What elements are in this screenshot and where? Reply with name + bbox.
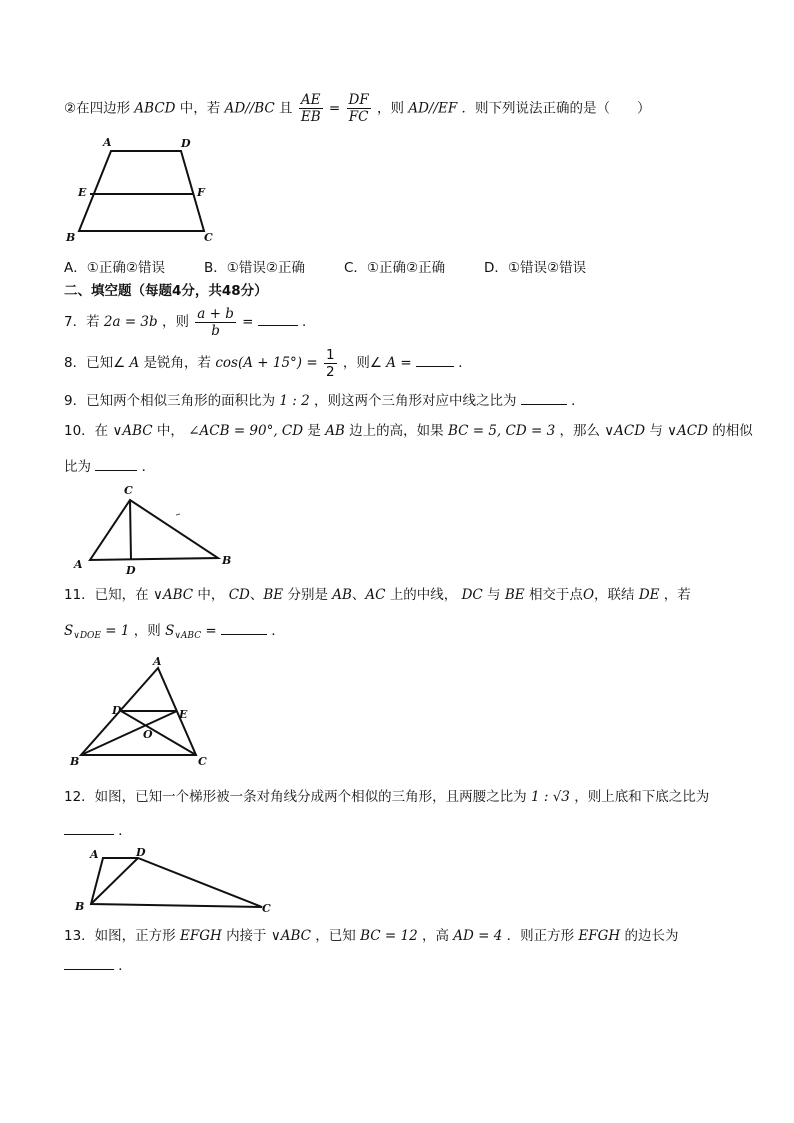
q8 (64, 346, 472, 380)
q10-triangle: ∨ACD (604, 423, 646, 439)
q8-text: 是锐角，若 (143, 355, 212, 371)
q12-text: ，则上底和下底之比为 (574, 789, 710, 805)
q12-text: 12．如图，已知一个梯形被一条对角线分成两个相似的三角形，且两腰之比为 (64, 789, 527, 805)
q7-answer-blank[interactable] (258, 311, 298, 326)
choice-a: A．①正确②错误 (64, 260, 165, 276)
q13-square: EFGH (578, 928, 621, 944)
q10-text: ． (141, 459, 156, 475)
choice-c: C．①正确②正确 (344, 260, 446, 276)
q11-text: ，若 (663, 587, 691, 603)
equals: = (400, 355, 412, 371)
q10-side: AB (325, 423, 345, 439)
frac-num: DF (348, 92, 369, 108)
q13-line2 (64, 955, 132, 976)
q10-line2 (64, 456, 155, 477)
q11-text: ，联结 (594, 587, 635, 603)
q7 (64, 305, 316, 339)
q12-line1 (64, 787, 709, 807)
q13-text: ． (118, 958, 132, 974)
equals: = (328, 100, 341, 117)
label-c: C (198, 755, 207, 768)
frac-den: b (211, 322, 220, 339)
q13-text: 13．如图，正方形 (64, 928, 176, 944)
q13-ad: AD = 4 (453, 928, 503, 944)
q10-text: 比为 (64, 459, 91, 475)
q8-fraction (324, 347, 337, 380)
q6-parallel: AD//EF (408, 100, 458, 117)
q10-values: BC = 5, CD = 3 (447, 423, 556, 439)
q11-seg: AB (332, 587, 352, 603)
q11-area-sub: ∨ABC (174, 631, 202, 641)
q11-sep: 、 (249, 587, 264, 603)
q11-text: 中， (197, 587, 225, 603)
q11-area-val: = 1 (101, 623, 130, 639)
label-a: A (103, 136, 112, 149)
q6-text: ②在四边形 (64, 100, 131, 117)
label-b: B (222, 554, 232, 567)
q10-text: 是 (307, 423, 321, 439)
label-b: B (75, 900, 85, 913)
equals: = (201, 623, 217, 639)
q10-text: ，那么 (559, 423, 600, 439)
q11-line1 (64, 585, 691, 605)
label-c: C (124, 484, 133, 497)
q11-seg: BE (504, 587, 525, 603)
q7-condition: 2a = 3b (103, 314, 158, 330)
q9-ratio: 1 : 2 (279, 393, 310, 409)
q10-text: 的相似 (712, 423, 753, 439)
q13-bc: BC = 12 (360, 928, 418, 944)
q13-square: EFGH (179, 928, 222, 944)
label-a: A (90, 848, 99, 861)
q11-sep: 、 (351, 587, 366, 603)
q11-line2 (64, 620, 285, 646)
q9-text: 9．已知两个相似三角形的面积比为 (64, 393, 276, 409)
equals: = (242, 314, 254, 330)
q6-text: 中，若 (179, 100, 221, 117)
q11-seg: BE (263, 587, 284, 603)
q10-answer-blank[interactable] (95, 456, 137, 471)
label-c: C (204, 231, 213, 244)
q13-line1 (64, 926, 679, 946)
trapezoid-figure (64, 134, 224, 246)
q6-fraction-ae-eb (299, 92, 323, 125)
q11-text: ，则 (133, 623, 161, 639)
q11-seg: DC (461, 587, 483, 603)
label-d: D (112, 704, 122, 717)
q13-text: ，已知 (315, 928, 356, 944)
q7-fraction (195, 306, 236, 339)
q13-text: 的边长为 (624, 928, 679, 944)
q11-text: ． (271, 623, 285, 639)
choice-b: B．①错误②正确 (204, 260, 305, 276)
label-e: E (78, 186, 87, 199)
label-o: O (143, 728, 153, 741)
q8-expr: cos(A + 15°) = (215, 355, 318, 371)
q8-angle: A (129, 355, 140, 371)
label-a: A (153, 655, 162, 668)
q11-triangle: ∨ABC (152, 587, 194, 603)
q13-triangle: ∨ABC (270, 928, 311, 944)
label-b: B (66, 231, 76, 244)
q7-text: ，则 (161, 314, 189, 330)
q9-text: ． (571, 393, 585, 409)
q8-text: ，则∠ (342, 355, 382, 371)
q6-text: ，则 (377, 100, 405, 117)
frac-den: FC (348, 109, 369, 125)
q9-text: ，则这两个三角形对应中线之比为 (314, 393, 517, 409)
q11-text: 相交于点 (528, 587, 583, 603)
q13-answer-blank[interactable] (64, 955, 114, 970)
q11-area: S (165, 623, 175, 639)
q11-point: O (582, 587, 595, 603)
q11-text: 上的中线， (389, 587, 458, 603)
q6-quad: ABCD (134, 100, 176, 117)
frac-num: a + b (197, 305, 234, 322)
q12-figure (72, 840, 282, 915)
q6-text: ．则下列说法正确的是（ ） (461, 100, 651, 117)
q8-answer-blank[interactable] (416, 352, 454, 367)
q10-text: 边上的高，如果 (349, 423, 444, 439)
q10-text: 10．在 (64, 423, 109, 439)
q11-area: S (64, 623, 74, 639)
q8-text: ． (458, 355, 472, 371)
q6-item2 (64, 92, 651, 125)
q11-text: 与 (487, 587, 501, 603)
q12-line2 (64, 820, 132, 841)
label-b: B (70, 755, 80, 768)
frac-num: 1 (325, 346, 335, 363)
q10-triangle: ∨ACD (667, 423, 708, 439)
q11-seg: CD (228, 587, 250, 603)
q7-text: 7．若 (64, 314, 100, 330)
label-d: D (126, 564, 136, 577)
q11-text: 11．已知，在 (64, 587, 149, 603)
q12-text: ． (118, 823, 132, 839)
q7-text: ． (302, 314, 316, 330)
q6-parallel: AD//BC (224, 100, 275, 117)
frac-den: 2 (325, 363, 335, 380)
frac-den: EB (300, 109, 321, 125)
label-e: E (179, 708, 188, 721)
q13-text: ，高 (421, 928, 449, 944)
q12-answer-blank[interactable] (64, 820, 114, 835)
choice-d: D．①错误②错误 (484, 260, 587, 276)
q8-angle: A (386, 355, 397, 371)
label-c: C (262, 902, 271, 915)
q6-fraction-df-fc (347, 92, 371, 125)
q11-answer-blank[interactable] (221, 620, 267, 635)
q12-ratio: 1 : √3 (530, 789, 570, 805)
q9 (64, 390, 585, 411)
label-d: D (136, 846, 146, 859)
q11-figure (66, 655, 226, 770)
label-a: A (74, 558, 83, 571)
q10-text: 中， (156, 423, 184, 439)
q11-text: 分别是 (287, 587, 328, 603)
q6-text: 且 (279, 100, 293, 117)
q11-seg: DE (638, 587, 660, 603)
section-title: 二、填空题（每题4分，共48分） (64, 283, 268, 299)
q10-text: 与 (649, 423, 663, 439)
frac-num: AE (299, 92, 323, 109)
q11-area-sub: ∨DOE (73, 631, 102, 641)
q9-answer-blank[interactable] (521, 390, 567, 405)
q13-text: ．则正方形 (506, 928, 575, 944)
q10-triangle: ∨ABC (112, 423, 153, 439)
q8-text: 8．已知∠ (64, 355, 126, 371)
q10-line1 (64, 421, 753, 441)
q10-figure (70, 482, 240, 578)
label-d: D (181, 137, 191, 150)
q13-text: 内接于 (226, 928, 267, 944)
q10-condition: ∠ACB = 90°, CD (188, 423, 304, 439)
q11-seg: AC (365, 587, 386, 603)
label-f: F (197, 186, 205, 199)
